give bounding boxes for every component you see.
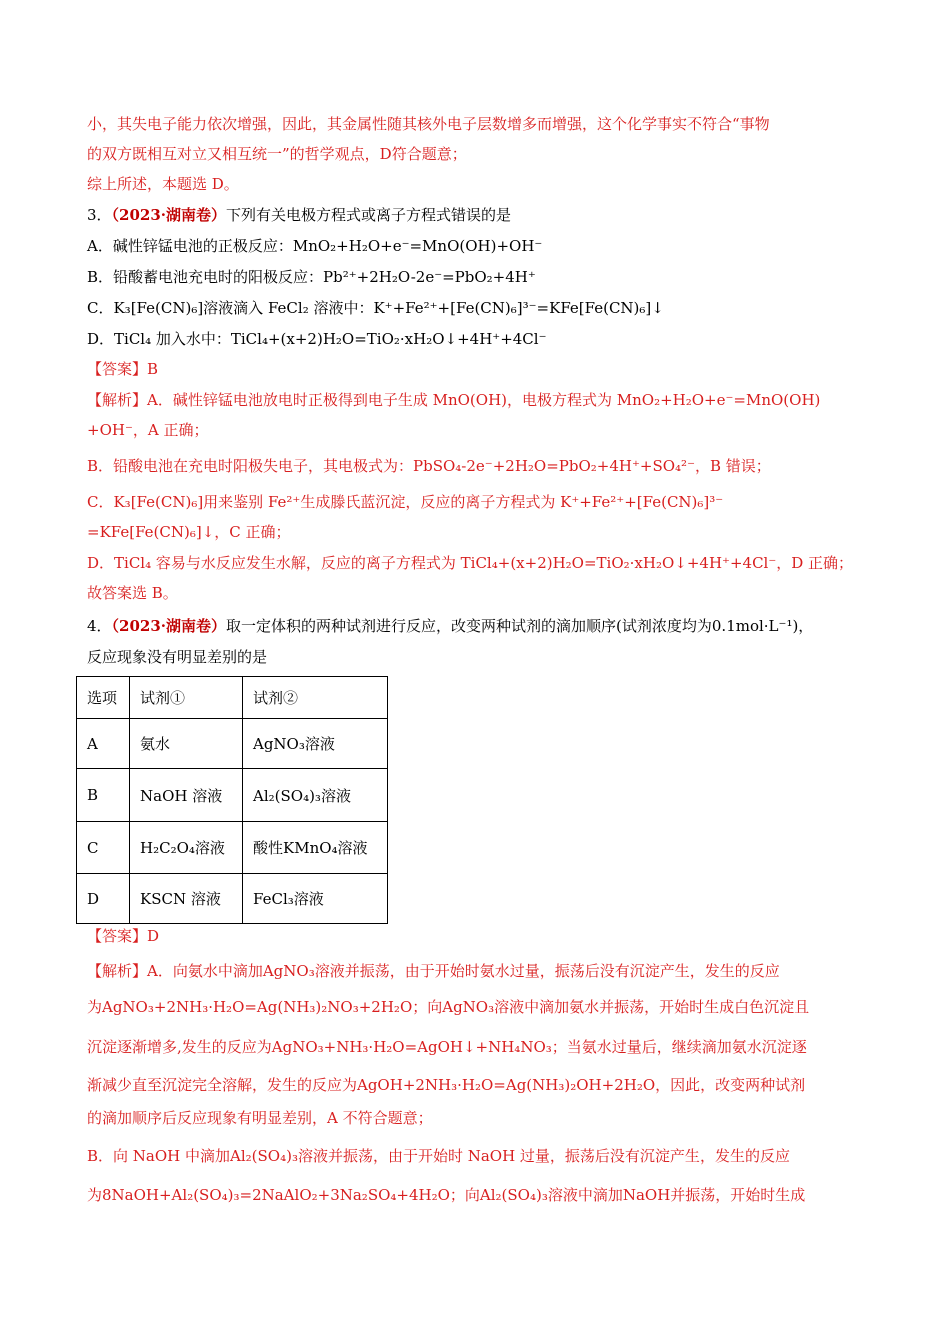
question-3-text: 下列有关电极方程式或离子方程式错误的是 [226, 206, 512, 224]
question-3-explanation-line-3: B．铅酸电池在充电时阳极失电子，其电极式为：PbSO₄-2e⁻+2H₂O=PbO₂+4H⁺+SO₄²⁻，B 错误； [87, 457, 771, 475]
question-3-explanation-line-1: 【解析】A．碱性锌锰电池放电时正极得到电子生成 MnO(OH)，电极方程式为 MnO₂+H₂O+e⁻=MnO(OH) [87, 391, 821, 409]
question-4-source: （2023·湖南卷） [111, 617, 227, 635]
question-4-number: 4． [87, 617, 112, 635]
question-3-explanation-line-2: +OH⁻，A 正确； [87, 421, 209, 439]
table-row [77, 719, 388, 769]
question-4-explanation-line-4: 渐减少直至沉淀完全溶解，发生的反应为AgOH+2NH₃·H₂O=Ag(NH₃)₂OH+2H₂O，因此，改变两种试剂 [87, 1076, 806, 1094]
question-3-option-a: A．碱性锌锰电池的正极反应：MnO₂+H₂O+e⁻=MnO(OH)+OH⁻ [87, 237, 543, 255]
question-4-text: 取一定体积的两种试剂进行反应，改变两种试剂的滴加顺序(试剂浓度均为0.1mol·L⁻¹)， [226, 617, 814, 635]
question-3-number: 3． [87, 206, 112, 224]
question-3-explanation-line-5: =KFe[Fe(CN)₆]↓，C 正确； [87, 523, 291, 541]
question-3-option-d: D．TiCl₄ 加入水中：TiCl₄+(x+2)H₂O=TiO₂·xH₂O↓+4H⁺+4Cl⁻ [87, 330, 547, 348]
question-4-explanation-line-1: 【解析】A．向氨水中滴加AgNO₃溶液并振荡，由于开始时氨水过量，振荡后没有沉淀产生，发生的反应 [87, 962, 780, 980]
table-cell: FeCl₃溶液 [243, 874, 388, 924]
table-row [77, 822, 388, 874]
table-row [77, 874, 388, 924]
table-cell: C [77, 822, 130, 874]
intro-line-3: 综上所述，本题选 D。 [87, 175, 239, 193]
table-header-cell: 试剂② [243, 677, 388, 719]
question-4-explanation-line-3: 沉淀逐渐增多,发生的反应为AgNO₃+NH₃·H₂O=AgOH↓+NH₄NO₃；当氨水过量后，继续滴加氨水沉淀逐 [87, 1038, 807, 1056]
question-4-table [76, 676, 388, 924]
intro-line-1: 小，其失电子能力依次增强，因此，其金属性随其核外电子层数增多而增强，这个化学事实不符合“事物 [87, 115, 770, 133]
question-4-answer: 【答案】D [87, 927, 160, 945]
question-3-explanation-line-4: C．K₃[Fe(CN)₆]用来鉴别 Fe²⁺生成滕氏蓝沉淀，反应的离子方程式为 K⁺+Fe²⁺+[Fe(CN)₆]³⁻ [87, 493, 724, 511]
table-cell: H₂C₂O₄溶液 [130, 822, 243, 874]
table-cell: Al₂(SO₄)₃溶液 [243, 769, 388, 822]
table-cell: D [77, 874, 130, 924]
table-cell: B [77, 769, 130, 822]
question-3-source: （2023·湖南卷） [111, 206, 227, 224]
table-cell: KSCN 溶液 [130, 874, 243, 924]
question-3-stem [87, 204, 511, 226]
question-3-option-b: B．铅酸蓄电池充电时的阳极反应：Pb²⁺+2H₂O-2e⁻=PbO₂+4H⁺ [87, 268, 536, 286]
question-4-explanation-line-5: 的滴加顺序后反应现象有明显差别，A 不符合题意； [87, 1109, 433, 1127]
table-header-cell: 试剂① [130, 677, 243, 719]
table-cell: 酸性KMnO₄溶液 [243, 822, 388, 874]
table-cell: AgNO₃溶液 [243, 719, 388, 769]
table-row [77, 769, 388, 822]
question-4-explanation-line-2: 为AgNO₃+2NH₃·H₂O=Ag(NH₃)₂NO₃+2H₂O；向AgNO₃溶液中滴加氨水并振荡，开始时生成白色沉淀且 [87, 998, 810, 1016]
question-4-stem-line-1 [87, 615, 813, 637]
question-3-explanation-line-7: 故答案选 B。 [87, 584, 178, 602]
question-4-stem-line-2: 反应现象没有明显差别的是 [87, 648, 268, 666]
intro-line-2: 的双方既相互对立又相互统一”的哲学观点，D符合题意； [87, 145, 467, 163]
question-4-explanation-line-7: 为8NaOH+Al₂(SO₄)₃=2NaAlO₂+3Na₂SO₄+4H₂O；向Al₂(SO₄)₃溶液中滴加NaOH并振荡，开始时生成 [87, 1186, 806, 1204]
table-cell: A [77, 719, 130, 769]
question-3-answer: 【答案】B [87, 360, 159, 378]
table-cell: NaOH 溶液 [130, 769, 243, 822]
question-4-explanation-line-6: B．向 NaOH 中滴加Al₂(SO₄)₃溶液并振荡，由于开始时 NaOH 过量，振荡后没有沉淀产生，发生的反应 [87, 1147, 790, 1165]
table-cell: 氨水 [130, 719, 243, 769]
question-3-explanation-line-6: D．TiCl₄ 容易与水反应发生水解，反应的离子方程式为 TiCl₄+(x+2)H₂O=TiO₂·xH₂O↓+4H⁺+4Cl⁻，D 正确； [87, 554, 854, 572]
table-header-cell: 选项 [77, 677, 130, 719]
question-3-option-c: C．K₃[Fe(CN)₆]溶液滴入 FeCl₂ 溶液中：K⁺+Fe²⁺+[Fe(CN)₆]³⁻=KFe[Fe(CN)₆]↓ [87, 299, 664, 317]
table-header-row [77, 677, 388, 719]
